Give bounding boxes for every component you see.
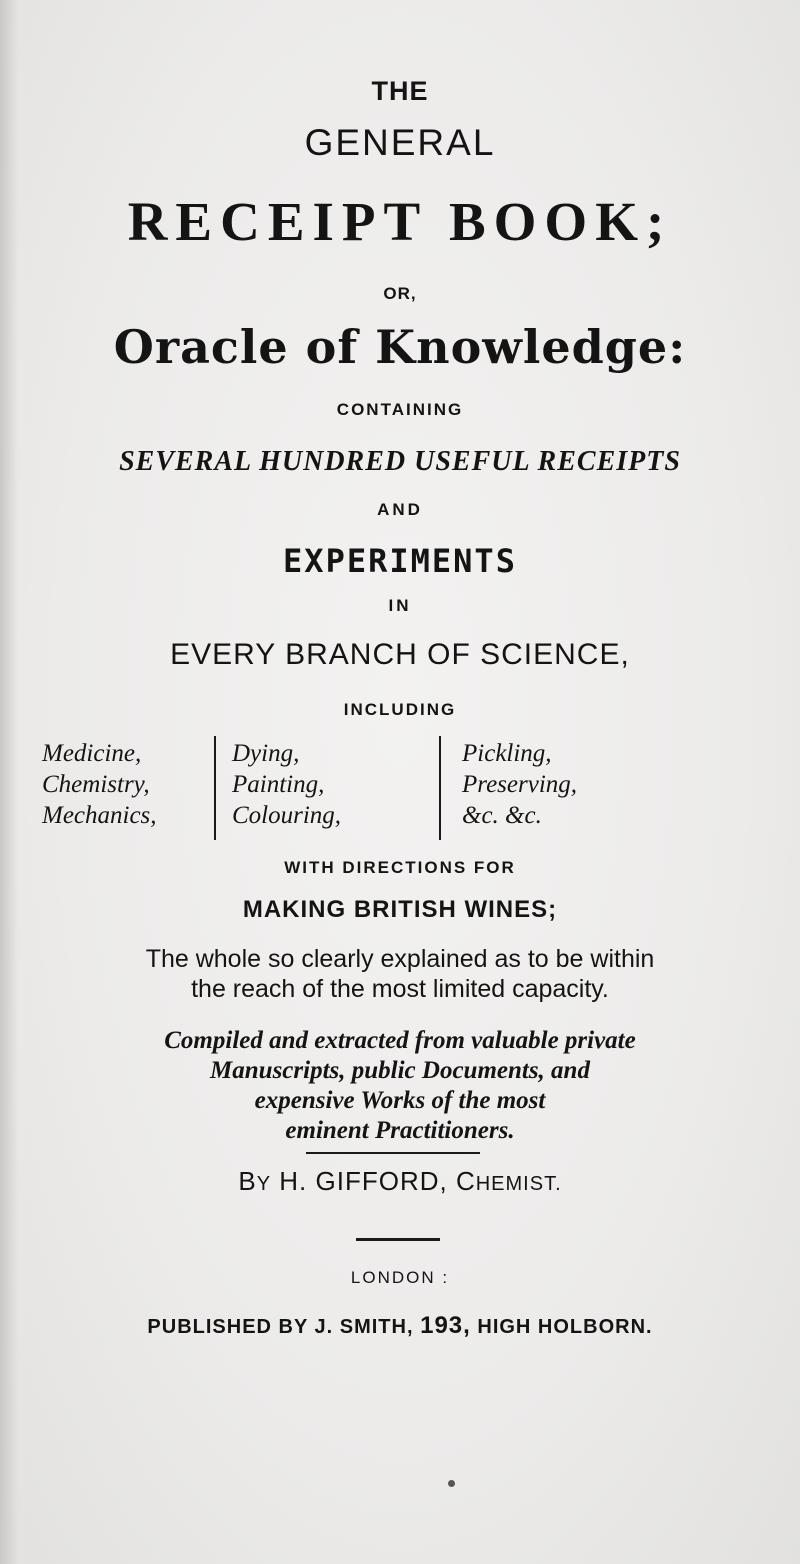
- author-title-rest: HEMIST.: [475, 1173, 562, 1195]
- title-the: THE: [371, 76, 429, 106]
- ink-spot: [448, 1480, 455, 1487]
- explanation-paragraph: [0, 944, 800, 1004]
- subjects-column-2: [232, 738, 341, 831]
- ornamental-rule: [306, 1152, 480, 1154]
- by-initial: B: [238, 1166, 257, 1196]
- label-containing: CONTAINING: [336, 400, 464, 419]
- explanation-line: the reach of the most limited capacity.: [191, 975, 609, 1003]
- label-including: INCLUDING: [343, 700, 457, 719]
- several-hundred-receipts: SEVERAL HUNDRED USEFUL RECEIPTS: [119, 446, 681, 477]
- compiled-paragraph: [0, 1026, 800, 1146]
- explanation-line: The whole so clearly explained as to be within: [145, 945, 655, 973]
- label-and: AND: [377, 500, 423, 519]
- subject-item: Mechanics,: [42, 802, 157, 829]
- title-general: GENERAL: [304, 122, 496, 163]
- subject-item: Painting,: [232, 771, 325, 798]
- subject-item: Dying,: [232, 740, 300, 767]
- label-in: IN: [388, 596, 412, 615]
- by-rest: Y: [256, 1173, 272, 1195]
- ornamental-rule: [356, 1238, 440, 1241]
- subtitle-oracle: Oracle of Knowledge:: [113, 320, 687, 374]
- imprint-city: LONDON :: [350, 1268, 450, 1287]
- column-divider: [214, 736, 216, 840]
- author-title-initial: C: [455, 1166, 476, 1196]
- subjects-column-3: [462, 738, 577, 831]
- publisher-address: HIGH HOLBORN.: [477, 1316, 653, 1338]
- subject-item: Chemistry,: [42, 771, 150, 798]
- publisher-number: 193,: [420, 1312, 471, 1339]
- subject-item: Colouring,: [232, 802, 342, 829]
- subject-item: Pickling,: [462, 740, 552, 767]
- making-british-wines: MAKING BRITISH WINES;: [242, 896, 558, 923]
- subject-item: &c. &c.: [462, 802, 542, 829]
- title-receipt-book: RECEIPT BOOK;: [127, 191, 673, 252]
- publisher-name: PUBLISHED BY J. SMITH,: [147, 1316, 414, 1338]
- subject-item: Medicine,: [42, 740, 142, 767]
- column-divider: [439, 736, 441, 840]
- compiled-line: eminent Practitioners.: [285, 1117, 515, 1144]
- compiled-line: Compiled and extracted from valuable private: [164, 1027, 636, 1054]
- imprint-publisher: [0, 1312, 800, 1340]
- experiments-heading: EXPERIMENTS: [283, 542, 517, 580]
- every-branch-of-science: EVERY BRANCH OF SCIENCE,: [170, 638, 630, 671]
- with-directions-for: WITH DIRECTIONS FOR: [284, 858, 516, 877]
- subject-item: Preserving,: [462, 771, 578, 798]
- author-name: H. GIFFORD,: [279, 1166, 448, 1196]
- compiled-line: Manuscripts, public Documents, and: [210, 1057, 590, 1084]
- subjects-column-1: [42, 738, 157, 831]
- compiled-line: expensive Works of the most: [254, 1087, 546, 1114]
- author-line: [0, 1166, 800, 1197]
- subtitle-or: OR,: [383, 284, 417, 303]
